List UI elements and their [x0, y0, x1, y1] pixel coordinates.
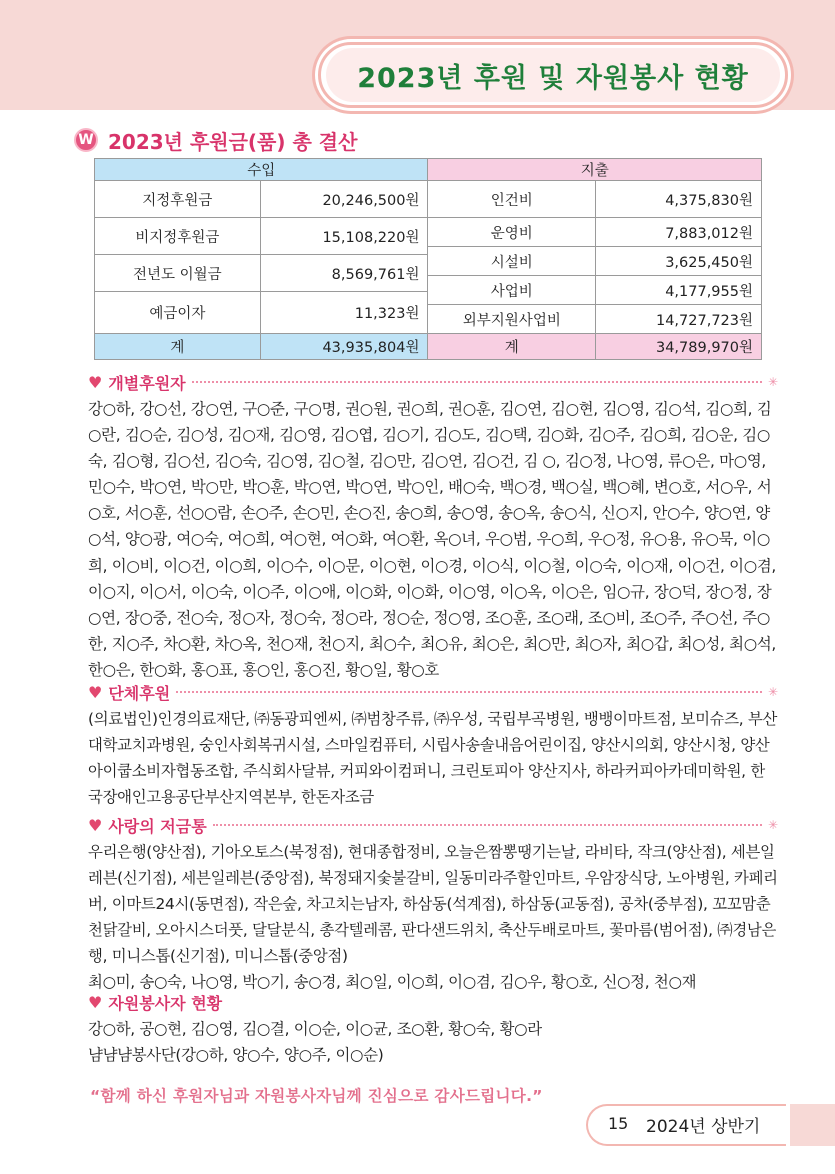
piggy-list: 우리은행(양산점), 기아오토스(북정점), 현대종합정비, 오늘은짬뽕땡기는날, 라비타, 작크(양산점), 세븐일레븐(신기점), 세븐일레븐(중앙점), 북정돼지숯불갈비, 일동미라주할인마트, 우암장식당, 노아병원, 카페리버, 이마트24시(동면점), 작은숲, 차고치는남자, 하삼동(석계점), 하삼동(교동점), 공차(중부점), 꼬꼬맘춘천닭갈비, 오아시스더풋, 달달분식, 총각텔레콤, 판다샌드위치, 축산두배로마트, 꽃마름(범어점), ㈜경남은행, 미니스톱(신기점), 미니스톱(중앙점) — [88, 843, 778, 966]
section-title: 단체후원 — [108, 683, 171, 703]
expense-label: 사업비 — [428, 276, 596, 305]
income-label: 전년도 이월금 — [95, 255, 261, 292]
title-box — [326, 48, 780, 102]
page-number: 15 — [608, 1114, 629, 1133]
section-title: 사랑의 저금통 — [108, 816, 207, 836]
income-total-label: 계 — [95, 334, 261, 360]
heart-icon: ♥ — [88, 815, 103, 835]
star-icon: ✳ — [767, 375, 778, 389]
group-list: (의료법인)인경의료재단, ㈜동광피엔씨, ㈜범창주류, ㈜우성, 국립부곡병원, 뱅뱅이마트점, 보미슈즈, 부산대학교치과병원, 숭인사회복귀시설, 스마일컴퓨터, 시립사송솔내음어린이집, 양산시의회, 양산시청, 양산아이쿱소비자협동조합, 주식회사달뷰, 커피와이컴퍼니, 크린토피아 양산지사, 하라커피아카데미학원, 한국장애인고용공단부산지역본부, 한돈자조금 — [88, 710, 778, 807]
expense-label: 운영비 — [428, 218, 596, 247]
income-label: 예금이자 — [95, 292, 261, 334]
page-title: 2023년 후원 및 자원봉사 현황 — [357, 62, 749, 94]
expense-total-label: 계 — [428, 334, 596, 360]
income-amount: 11,323원 — [260, 292, 428, 334]
group-heading — [88, 680, 778, 704]
section-title: 개별후원자 — [108, 373, 186, 393]
income-header: 수입 — [95, 159, 428, 181]
individual-heading — [88, 370, 778, 394]
income-amount: 20,246,500원 — [260, 181, 428, 218]
individual-section — [88, 370, 778, 683]
star-icon: ✳ — [767, 818, 778, 832]
volunteer-group: 냠냠냠봉사단(강○하, 양○수, 양○주, 이○순) — [88, 1046, 384, 1065]
expense-amount: 3,625,450원 — [596, 247, 762, 276]
income-total: 43,935,804원 — [260, 334, 428, 360]
volunteer-heading — [88, 990, 778, 1014]
volunteer-section — [88, 990, 778, 1068]
expense-amount: 4,375,830원 — [596, 181, 762, 218]
w-badge-icon: W — [74, 128, 98, 152]
income-label: 비지정후원금 — [95, 218, 261, 255]
piggy-heading — [88, 813, 778, 837]
group-section — [88, 680, 778, 810]
expense-label: 인건비 — [428, 181, 596, 218]
expense-header: 지출 — [428, 159, 762, 181]
heart-icon: ♥ — [88, 372, 103, 392]
individual-list: 강○하, 강○선, 강○연, 구○준, 구○명, 권○원, 권○희, 권○훈, 김○연, 김○현, 김○영, 김○석, 김○희, 김○란, 김○순, 김○성, 김○재, 김○영, 김○엽, 김○기, 김○도, 김○택, 김○화, 김○주, 김○희, 김○운, 김○숙, 김○형, 김○선, 김○숙, 김○영, 김○철, 김○만, 김○연, 김○건, 김 ○, 김○정, 나○영, 류○은, 마○영, 민○수, 박○연, 박○만, 박○훈, 박○연, 박○연, 박○인, 배○숙, 백○경, 백○실, 백○혜, 변○호, 서○우, 서○호, 서○훈, 선○○람, 손○주, 손○민, 손○진, 송○희, 송○영, 송○옥, 송○식, 신○지, 안○수, 양○연, 양○석, 양○광, 여○숙, 여○희, 여○현, 여○화, 여○환, 옥○녀, 우○범, 우○희, 우○정, 유○용, 유○묵, 이○희, 이○비, 이○건, 이○희, 이○수, 이○문, 이○현, 이○경, 이○식, 이○철, 이○숙, 이○재, 이○건, 이○겸, 이○지, 이○서, 이○숙, 이○주, 이○애, 이○화, 이○화, 이○영, 이○옥, 이○은, 임○규, 장○덕, 장○정, 장○연, 장○중, 전○숙, 정○자, 정○숙, 정○라, 정○순, 정○영, 조○훈, 조○래, 조○비, 조○주, 주○선, 주○한, 지○주, 차○환, 차○옥, 천○재, 천○지, 최○수, 최○유, 최○은, 최○만, 최○자, 최○갑, 최○성, 최○석, 한○은, 한○화, 홍○표, 홍○인, 홍○진, 황○일, 황○호 — [88, 400, 776, 679]
expense-total: 34,789,970원 — [596, 334, 762, 360]
income-amount: 8,569,761원 — [260, 255, 428, 292]
heart-icon: ♥ — [88, 682, 103, 702]
income-amount: 15,108,220원 — [260, 218, 428, 255]
main-heading-title: 2023년 후원금(품) 총 결산 — [108, 129, 358, 154]
expense-amount: 4,177,955원 — [596, 276, 762, 305]
thanks-message: “함께 하신 후원자님과 자원봉사자님께 진심으로 감사드립니다.” — [90, 1087, 543, 1105]
dotted-divider — [176, 691, 762, 693]
main-heading — [74, 124, 357, 156]
section-title: 자원봉사자 현황 — [108, 993, 223, 1013]
expense-label: 시설비 — [428, 247, 596, 276]
heart-icon: ♥ — [88, 992, 103, 1012]
footer-band — [790, 1104, 835, 1146]
finance-table — [94, 158, 762, 360]
dotted-divider — [192, 381, 762, 383]
piggy-section — [88, 813, 778, 996]
dotted-divider — [213, 824, 762, 826]
expense-label: 외부지원사업비 — [428, 305, 596, 334]
footer-label: 2024년 상반기 — [646, 1117, 761, 1137]
expense-amount: 7,883,012원 — [596, 218, 762, 247]
star-icon: ✳ — [767, 685, 778, 699]
piggy-individuals: 최○미, 송○숙, 나○영, 박○기, 송○경, 최○일, 이○희, 이○겸, 김○우, 황○호, 신○정, 천○재 — [88, 973, 697, 992]
volunteer-list: 강○하, 공○현, 김○영, 김○결, 이○순, 이○균, 조○환, 황○숙, 황○라 — [88, 1020, 542, 1038]
expense-amount: 14,727,723원 — [596, 305, 762, 334]
income-label: 지정후원금 — [95, 181, 261, 218]
